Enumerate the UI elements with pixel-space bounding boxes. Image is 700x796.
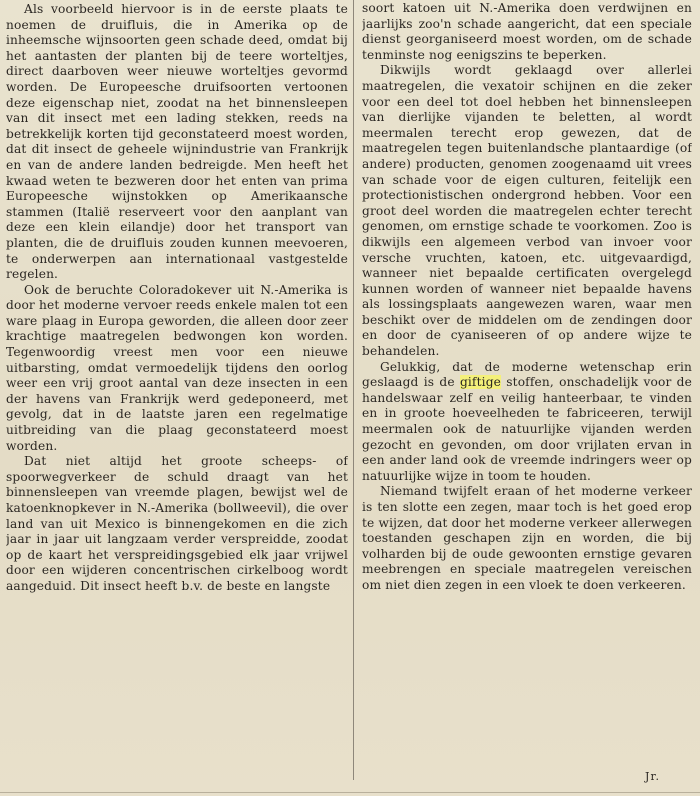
- paragraph-katoen-continued: soort katoen uit N.-Amerika doen verdwijnen en jaarlijks zoo'n schade aangericht, dat een speciale dienst georganiseerd moest worden, om de schade tenminste nog eenigszins te beperken.: [362, 1, 692, 62]
- text-before-highlight: Gelukkig, dat de moderne wetenschap erin geslaagd is de: [362, 359, 692, 390]
- left-column: [6, 0, 348, 796]
- highlighted-word: giftige: [459, 375, 502, 390]
- paragraph-katoenknopkever: Dat niet altijd het groote scheeps- of spoorwegverkeer de schuld draagt van het binnensleepen van vreemde plagen, bewijst wel de katoenknopkever in N.-Amerika (bollweevil), die over land van uit Mexico is binnengekomen en die zich jaar in jaar uit langzaam verder verspreidde, zoodat op de kaart het verspreidingsgebied elk jaar vrijwel door een wijderen concentrischen cirkelboog wordt aangeduid. Dit insect heeft b.v. de beste en langste: [6, 454, 348, 593]
- text-after-highlight: stoffen, onschadelijk voor de handelswaar zelf en veilig hanteerbaar, te vinden en in groote hoeveelheden te fabriceeren, terwijl meermalen ook de natuurlijke vijanden werden gezocht en gevonden, om door vrijlaten ervan in een ander land ook de vreemde indringers weer op natuurlijke wijze in toom te houden.: [362, 375, 692, 483]
- right-column: [362, 0, 692, 796]
- paragraph-wetenschap: [362, 360, 692, 485]
- paragraph-coloradokever: Ook de beruchte Coloradokever uit N.-Amerika is door het moderne vervoer reeds enkele malen tot een ware plaag in Europa geworden, die alleen door zeer krachtige maatregelen bedwongen kon worden. Tegenwoordig vreest men voor een nieuwe uitbarsting, omdat vermoedelijk tijdens den oorlog weer een vrij groot aantal van deze insecten in een der havens van Frankrijk werd gedeponeerd, met gevolg, dat in de laatste jaren een regelmatige uitbreiding van die plaag geconstateerd moest worden.: [6, 282, 348, 453]
- paragraph-verkeer-zegen: Niemand twijfelt eraan of het moderne verkeer is ten slotte een zegen, maar toch is het goed erop te wijzen, dat door het moderne verkeer allerwegen toestanden geschapen zijn en worden, die bij volharden bij de oude gewoonten ernstige gevaren meebrengen en speciale maatregelen vereischen om niet dien zegen in een vloek te doen verkeeren.: [362, 484, 692, 592]
- bottom-rule: [0, 792, 700, 793]
- paragraph-druifluis: Als voorbeeld hiervoor is in de eerste plaats te noemen de druifluis, die in Amerika op de inheemsche wijnsoorten geen schade deed, omdat bij het aantasten der planten bij de teere worteltjes, direct daarboven weer nieuwe worteltjes gevormd worden. De Europeesche druifsoorten vertoonen deze eigenschap niet, zoodat na het binnensleepen van dit insect met een lading stekken, reeds na betrekkelijk korten tijd geconstateerd moest worden, dat dit insect de geheele wijnindustrie van Frankrijk en van de andere landen bedreigde. Men heeft het kwaad weten te bezweren door het enten van prima Europeesche wijnstokken op Amerikaansche stammen (Italië reserveert voor den aanplant van deze een klein eilandje) door het transport van planten, die de druifluis zouden kunnen meevoeren, te onderwerpen aan internationaal vastgestelde regelen.: [6, 2, 348, 282]
- paragraph-maatregelen: Dikwijls wordt geklaagd over allerlei maatregelen, die vexatoir schijnen en die zeker voor een deel tot doel hebben het binnensleepen van dierlijke vijanden te beletten, al wordt meermalen terecht erop gewezen, dat de maatregelen tegen buitenlandsche plantaardige (of andere) producten, genomen zoogenaamd uit vrees van schade voor de eigen culturen, feitelijk een protectionistischen ondergrond hebben. Voor een groot deel worden die maatregelen echter terecht genomen, om ernstige schade te voorkomen. Zoo is dikwijls een algemeen verbod van invoer voor versche vruchten, katoen, etc. uitgevaardigd, wanneer niet bepaalde certificaten overgelegd kunnen worden of wanneer niet bepaalde havens als lossingsplaats aangewezen waren, waar men beschikt over de middelen om de zendingen door en door de cyaniseeren of op andere wijze te behandelen.: [362, 63, 692, 359]
- column-divider: [353, 0, 354, 780]
- author-signature: Jr.: [645, 770, 660, 783]
